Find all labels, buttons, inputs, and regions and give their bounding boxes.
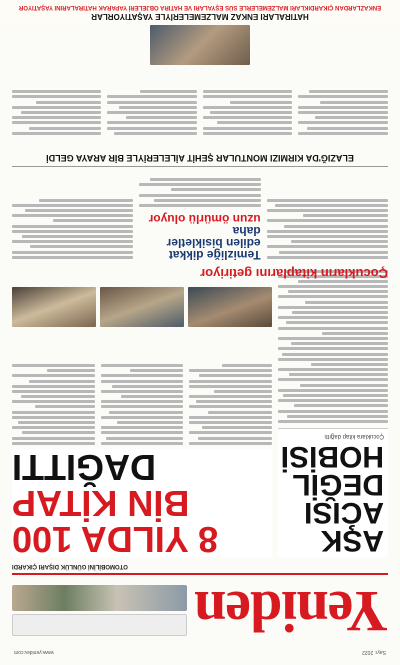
bottom-column (12, 67, 102, 137)
bottom-column (108, 67, 198, 137)
story-column (12, 327, 95, 447)
feature-title-c: uzun ömürlü oluyor (148, 212, 261, 226)
story-columns (12, 327, 272, 447)
bottom-column (203, 67, 293, 137)
promo-box (12, 615, 187, 637)
hero-line-3: DAĞITTI (12, 447, 156, 488)
website: www.yenidev.com (14, 649, 54, 655)
ask-line-3: DEĞİL (292, 468, 384, 501)
photo-strip (12, 287, 272, 327)
sub-headline: Çocukların kitaplarını getiriyor (200, 266, 388, 281)
top-story-strap: OTOMOBİLİNİ GÜNLÜK DIŞARI ÇIKARDI (12, 563, 128, 569)
story-photo (100, 287, 184, 327)
hero-line-1: 8 YILDA 100 (12, 519, 219, 560)
feature-title-column (139, 171, 260, 261)
newspaper-logo: Yeniden (195, 579, 388, 644)
footer-subheadline: ENKAZLARDAN ÇIKARDIKLARI MALZEMELERLE SÜS EŞYALARI VE HATIRA OBJELERİ YAPARAK HATIRALARINI YAŞATIYOR (18, 4, 382, 10)
ask-line-2: ACISI (303, 496, 384, 529)
masthead (12, 577, 388, 645)
bottom-columns (12, 67, 388, 137)
story-column (101, 327, 184, 447)
issue-number: Sayı: 2022 (362, 649, 386, 655)
footer-headline: HATIRALARI ENKAZ MALZEMELERİYLE YAŞATIYORLAR (91, 12, 309, 21)
masthead-promos (12, 586, 187, 637)
issue-line (14, 647, 386, 655)
feature-column (12, 171, 133, 261)
ask-subtitle: Çocuklara kitap dağıttı (324, 433, 384, 439)
feature-title-b: edilen bisikletler daha (166, 224, 261, 250)
left-column-text (278, 270, 388, 423)
story-photo (12, 287, 96, 327)
masthead-rule (12, 573, 388, 575)
ask-line-1: AŞK (320, 524, 384, 557)
bottom-photo (150, 25, 250, 65)
story-photo (188, 287, 272, 327)
feature-area (12, 171, 388, 261)
story-column (189, 327, 272, 447)
ask-line-4: HOBİSİ (280, 440, 384, 473)
bottom-headline: ELAZIĞ'DA KIRMIZI MONTULAR ŞEHİT AİLELERİYLE BİR ARAYA GELDİ (46, 153, 354, 163)
section-divider (12, 166, 388, 167)
ask-box (278, 428, 388, 557)
feature-title-a: Temizliğe dikkat (168, 248, 261, 262)
promo-photo (12, 586, 187, 612)
bottom-column (299, 67, 389, 137)
hero-headline (12, 447, 272, 560)
hero-line-2: BİN KİTAP (12, 483, 190, 524)
feature-column (267, 171, 388, 261)
